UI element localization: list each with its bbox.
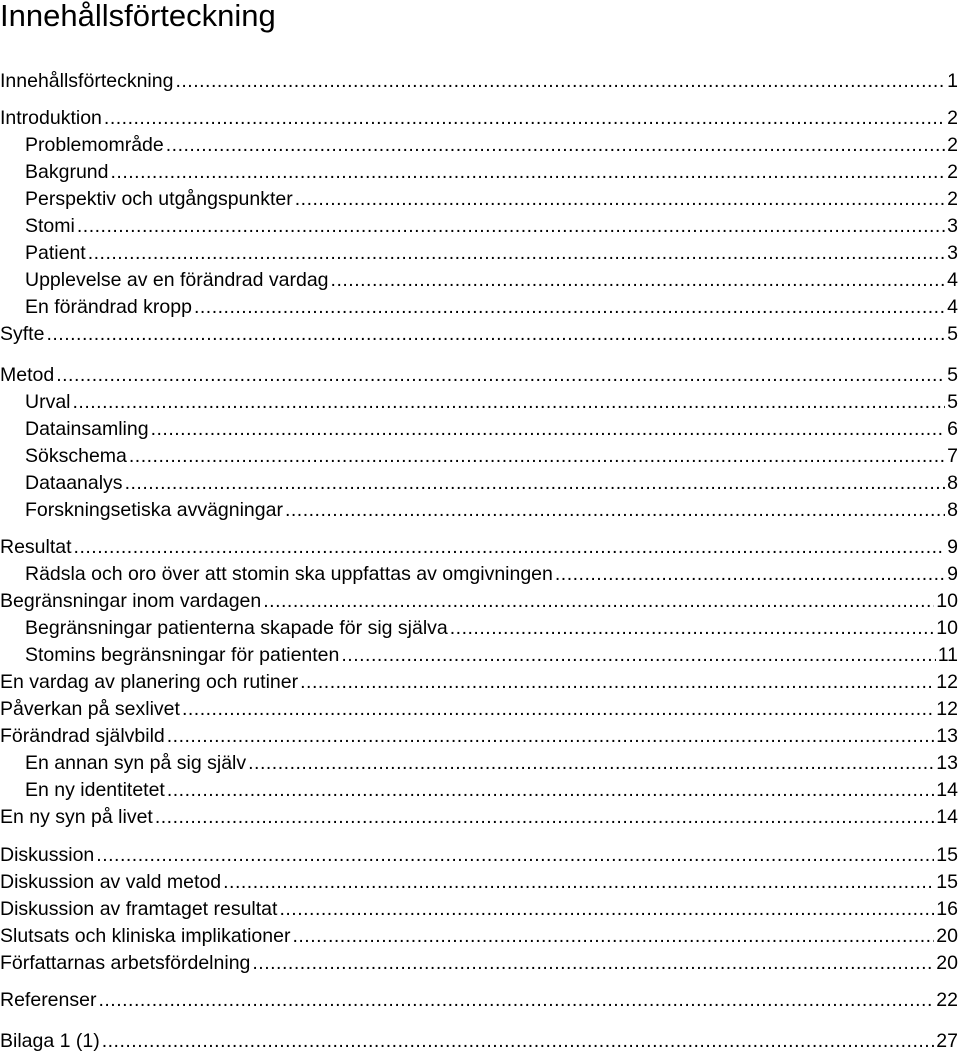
toc-entry-label: En ny identitetet [25, 779, 165, 801]
toc-entry[interactable] [0, 240, 958, 267]
toc-entry-label: Resultat [0, 536, 72, 558]
toc-entry[interactable] [0, 615, 958, 642]
dot-leader [223, 869, 934, 896]
toc-entry-label: En annan syn på sig själv [25, 752, 247, 774]
toc-entry[interactable] [0, 321, 958, 348]
dot-leader [129, 443, 945, 470]
toc-entry-page-number: 14 [936, 779, 958, 801]
dot-leader [182, 696, 934, 723]
toc-entry-label: Urval [25, 391, 71, 413]
dot-leader [175, 68, 945, 95]
toc-entry-page-number: 15 [936, 844, 958, 866]
toc-entry-page-number: 1 [947, 70, 958, 92]
toc-entry[interactable] [0, 497, 958, 524]
toc-entry-page-number: 3 [947, 242, 958, 264]
toc-entry-label: Metod [0, 364, 55, 386]
dot-leader [110, 159, 945, 186]
toc-entry-label: Slutsats och kliniska implikationer [0, 925, 291, 947]
dot-leader [300, 669, 934, 696]
toc-entry-label: Introduktion [0, 107, 102, 129]
dot-leader [77, 213, 945, 240]
toc-entry-label: Dataanalys [25, 472, 123, 494]
toc-entry-page-number: 6 [947, 418, 958, 440]
toc-entry-page-number: 14 [936, 806, 958, 828]
dot-leader [263, 588, 934, 615]
toc-entry[interactable] [0, 723, 958, 750]
toc-entry[interactable] [0, 804, 958, 831]
toc-entry-page-number: 4 [947, 269, 958, 291]
toc-entry-page-number: 5 [947, 323, 958, 345]
dot-leader [102, 1028, 935, 1055]
toc-entry-page-number: 27 [936, 1030, 958, 1052]
toc-entry-label: En vardag av planering och rutiner [0, 671, 299, 693]
toc-entry[interactable] [0, 294, 958, 321]
toc-entry-page-number: 13 [936, 725, 958, 747]
toc-entry[interactable] [0, 132, 958, 159]
toc-entry[interactable] [0, 186, 958, 213]
toc-entry-page-number: 22 [936, 989, 958, 1011]
toc-entry-label: Bilaga 1 (1) [0, 1030, 100, 1052]
toc-entry[interactable] [0, 869, 958, 896]
toc-entry[interactable] [0, 68, 958, 95]
dot-leader [248, 750, 934, 777]
toc-entry[interactable] [0, 389, 958, 416]
toc-entry-page-number: 11 [937, 644, 958, 666]
dot-leader [279, 896, 934, 923]
dot-leader [194, 294, 945, 321]
toc-entry[interactable] [0, 642, 958, 669]
toc-entry-page-number: 2 [947, 188, 958, 210]
toc-entry-page-number: 15 [936, 871, 958, 893]
toc-entry-label: Upplevelse av en förändrad vardag [25, 269, 329, 291]
toc-entry[interactable] [0, 105, 958, 132]
toc-entry-page-number: 5 [947, 391, 958, 413]
dot-leader [88, 240, 945, 267]
dot-leader [98, 987, 934, 1014]
dot-leader [341, 642, 935, 669]
toc-entry-label: Begränsningar patienterna skapade för sig själva [25, 617, 448, 639]
toc-entry-page-number: 20 [936, 925, 958, 947]
dot-leader [252, 950, 934, 977]
toc-entry[interactable] [0, 561, 958, 588]
toc-entry-page-number: 7 [947, 445, 958, 467]
toc-entry-label: Diskussion av vald metod [0, 871, 222, 893]
toc-entry[interactable] [0, 669, 958, 696]
dot-leader [295, 186, 945, 213]
toc-entry-page-number: 8 [947, 499, 958, 521]
dot-leader [125, 470, 946, 497]
toc-entry-label: Påverkan på sexlivet [0, 698, 180, 720]
toc-entry[interactable] [0, 588, 958, 615]
dot-leader [56, 362, 945, 389]
dot-leader [46, 321, 945, 348]
toc-entry-page-number: 2 [947, 161, 958, 183]
toc-entry[interactable] [0, 987, 958, 1014]
dot-leader [167, 723, 935, 750]
toc-entry[interactable] [0, 416, 958, 443]
dot-leader [104, 105, 945, 132]
toc-entry-label: Diskussion av framtaget resultat [0, 898, 278, 920]
toc-entry-page-number: 5 [947, 364, 958, 386]
toc-entry[interactable] [0, 362, 958, 389]
toc-entry-label: Syfte [0, 323, 45, 345]
dot-leader [167, 777, 934, 804]
toc-entry-page-number: 10 [936, 617, 958, 639]
toc-entry[interactable] [0, 443, 958, 470]
dot-leader [331, 267, 946, 294]
toc-entry[interactable] [0, 950, 958, 977]
toc-entry-label: Stomins begränsningar för patienten [25, 644, 340, 666]
toc-entry-page-number: 9 [947, 563, 958, 585]
dot-leader [155, 804, 934, 831]
dot-leader [73, 389, 946, 416]
toc-entry-label: En ny syn på livet [0, 806, 153, 828]
toc-entry-page-number: 10 [936, 590, 958, 612]
toc-entry[interactable] [0, 696, 958, 723]
toc-entry-label: Forskningsetiska avvägningar [25, 499, 283, 521]
dot-leader [151, 416, 946, 443]
toc-entry-page-number: 8 [947, 472, 958, 494]
toc-entry[interactable] [0, 1028, 958, 1055]
toc-entry-label: Problemområde [25, 134, 164, 156]
toc-entry-label: Datainsamling [25, 418, 149, 440]
page-title: Innehållsförteckning [0, 0, 276, 33]
toc-entry[interactable] [0, 213, 958, 240]
dot-leader [450, 615, 935, 642]
toc-entry[interactable] [0, 534, 958, 561]
dot-leader [285, 497, 945, 524]
toc-entry[interactable] [0, 470, 958, 497]
toc-entry-page-number: 4 [947, 296, 958, 318]
toc-entry-label: Patient [25, 242, 86, 264]
toc-entry-label: Författarnas arbetsfördelning [0, 952, 251, 974]
toc-entry-label: Förändrad självbild [0, 725, 165, 747]
toc-entry-page-number: 12 [936, 698, 958, 720]
toc-entry-page-number: 2 [947, 107, 958, 129]
toc-entry[interactable] [0, 923, 958, 950]
toc-entry-label: Sökschema [25, 445, 127, 467]
toc-entry-page-number: 12 [936, 671, 958, 693]
toc-entry[interactable] [0, 842, 958, 869]
dot-leader [96, 842, 934, 869]
toc-entry[interactable] [0, 777, 958, 804]
toc-entry-label: En förändrad kropp [25, 296, 192, 318]
toc-entry-page-number: 3 [947, 215, 958, 237]
toc-entry[interactable] [0, 159, 958, 186]
toc-entry-label: Diskussion [0, 844, 95, 866]
toc-entry[interactable] [0, 267, 958, 294]
toc-entry-page-number: 20 [936, 952, 958, 974]
toc-entry-label: Perspektiv och utgångspunkter [25, 188, 293, 210]
dot-leader [555, 561, 945, 588]
toc-entry-page-number: 16 [936, 898, 958, 920]
toc-entry-label: Rädsla och oro över att stomin ska uppfattas av omgivningen [25, 563, 553, 585]
dot-leader [292, 923, 934, 950]
toc-entry-page-number: 13 [936, 752, 958, 774]
toc-entry-label: Referenser [0, 989, 97, 1011]
toc-entry-page-number: 9 [947, 536, 958, 558]
toc-entry[interactable] [0, 750, 958, 777]
toc-entry-label: Begränsningar inom vardagen [0, 590, 262, 612]
dot-leader [166, 132, 945, 159]
toc-entry-label: Bakgrund [25, 161, 109, 183]
toc-entry[interactable] [0, 896, 958, 923]
toc-entry-label: Stomi [25, 215, 75, 237]
toc-entry-label: Innehållsförteckning [0, 70, 174, 92]
dot-leader [74, 534, 946, 561]
toc-entry-page-number: 2 [947, 134, 958, 156]
